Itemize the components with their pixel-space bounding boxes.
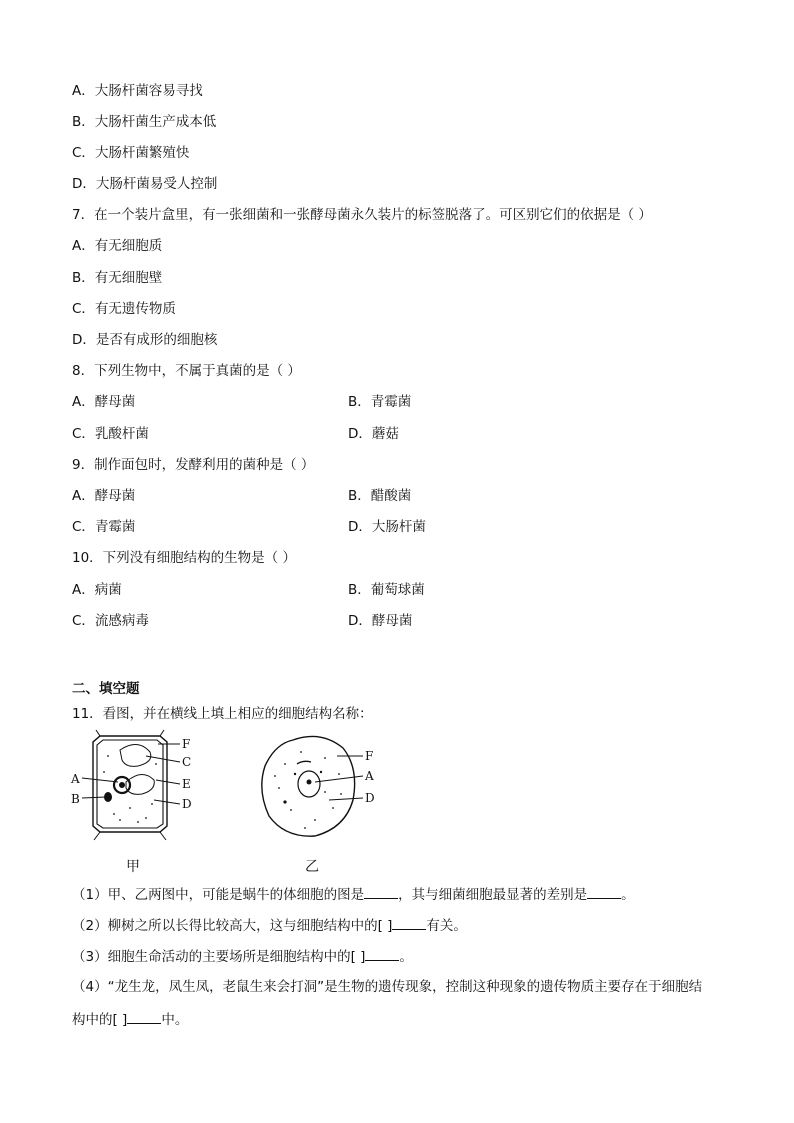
q10-option-b: B．葡萄球菌 bbox=[348, 582, 425, 598]
caption-yi: 乙 bbox=[305, 859, 319, 875]
plant-cell-figure bbox=[68, 728, 208, 848]
q8-option-c: C．乳酸杆菌 bbox=[72, 426, 149, 442]
q7-option-d: D．是否有成形的细胞核 bbox=[72, 332, 218, 348]
q7-option-b: B．有无细胞壁 bbox=[72, 270, 163, 286]
answer-blank[interactable] bbox=[392, 915, 426, 930]
q7-option-c: C．有无遗传物质 bbox=[72, 301, 176, 317]
label-a-right: A bbox=[365, 769, 374, 783]
label-f-left: F bbox=[182, 737, 191, 751]
q11-sub1: （1）甲、乙两图中，可能是蜗牛的体细胞的图是 ，其与细菌细胞最显著的差别是 。 bbox=[72, 884, 635, 904]
q8-stem: 8．下列生物中，不属于真菌的是（ ） bbox=[72, 363, 301, 379]
answer-blank[interactable] bbox=[127, 1009, 161, 1024]
nucleolus bbox=[307, 780, 312, 785]
q11-sub4-line1: （4）“龙生龙，凤生凤，老鼠生来会打洞”是生物的遗传现象，控制这种现象的遗传物质主要存在于细胞结 bbox=[72, 979, 703, 995]
q11-sub4-line2: 构中的[ ] 中。 bbox=[72, 1009, 188, 1029]
q9-option-a: A．酵母菌 bbox=[72, 488, 136, 504]
label-f-right: F bbox=[365, 749, 374, 763]
q8-option-d: D．蘑菇 bbox=[348, 426, 399, 442]
organelle-mark bbox=[297, 761, 311, 764]
q9-option-b: B．醋酸菌 bbox=[348, 488, 412, 504]
caption-jia: 甲 bbox=[126, 859, 140, 875]
label-c-left: C bbox=[182, 755, 192, 769]
animal-cell-figure bbox=[255, 728, 385, 848]
label-d-left: D bbox=[182, 797, 192, 811]
q9-stem: 9．制作面包时，发酵利用的菌种是（ ） bbox=[72, 457, 315, 473]
q7-stem: 7．在一个装片盒里，有一张细菌和一张酵母菌永久装片的标签脱落了。可区别它们的依据是（ ） bbox=[72, 207, 652, 223]
label-d-right: D bbox=[365, 791, 375, 805]
label-a-left: A bbox=[71, 772, 80, 786]
cell-membrane-outline bbox=[262, 736, 355, 836]
cytoplasm-dots bbox=[274, 751, 342, 829]
answer-blank[interactable] bbox=[587, 884, 621, 899]
q6-option-b: B．大肠杆菌生产成本低 bbox=[72, 114, 217, 130]
q8-option-a: A．酵母菌 bbox=[72, 394, 136, 410]
nucleolus bbox=[119, 782, 125, 788]
q11-stem: 11．看图，并在横线上填上相应的细胞结构名称： bbox=[72, 706, 373, 722]
q7-option-a: A．有无细胞质 bbox=[72, 238, 163, 254]
vacuole-upper bbox=[120, 744, 151, 766]
q10-option-a: A．病菌 bbox=[72, 582, 122, 598]
q6-option-c: C．大肠杆菌繁殖快 bbox=[72, 145, 190, 161]
q10-stem: 10．下列没有细胞结构的生物是（ ） bbox=[72, 550, 296, 566]
answer-blank[interactable] bbox=[365, 946, 399, 961]
q9-option-d: D．大肠杆菌 bbox=[348, 519, 426, 535]
answer-blank[interactable] bbox=[364, 884, 398, 899]
label-e-left: E bbox=[182, 777, 191, 791]
q10-option-d: D．酵母菌 bbox=[348, 613, 413, 629]
q9-option-c: C．青霉菌 bbox=[72, 519, 136, 535]
section-title: 二、填空题 bbox=[72, 681, 140, 697]
q11-sub2: （2）柳树之所以长得比较高大，这与细胞结构中的[ ] 有关。 bbox=[72, 915, 467, 935]
q10-option-c: C．流感病毒 bbox=[72, 613, 149, 629]
q11-sub3: （3）细胞生命活动的主要场所是细胞结构中的[ ] 。 bbox=[72, 946, 413, 966]
leader-lines-right bbox=[315, 756, 363, 800]
q6-option-a: A．大肠杆菌容易寻找 bbox=[72, 83, 203, 99]
q8-option-b: B．青霉菌 bbox=[348, 394, 412, 410]
q6-option-d: D．大肠杆菌易受人控制 bbox=[72, 176, 218, 192]
label-b-left: B bbox=[71, 792, 80, 806]
